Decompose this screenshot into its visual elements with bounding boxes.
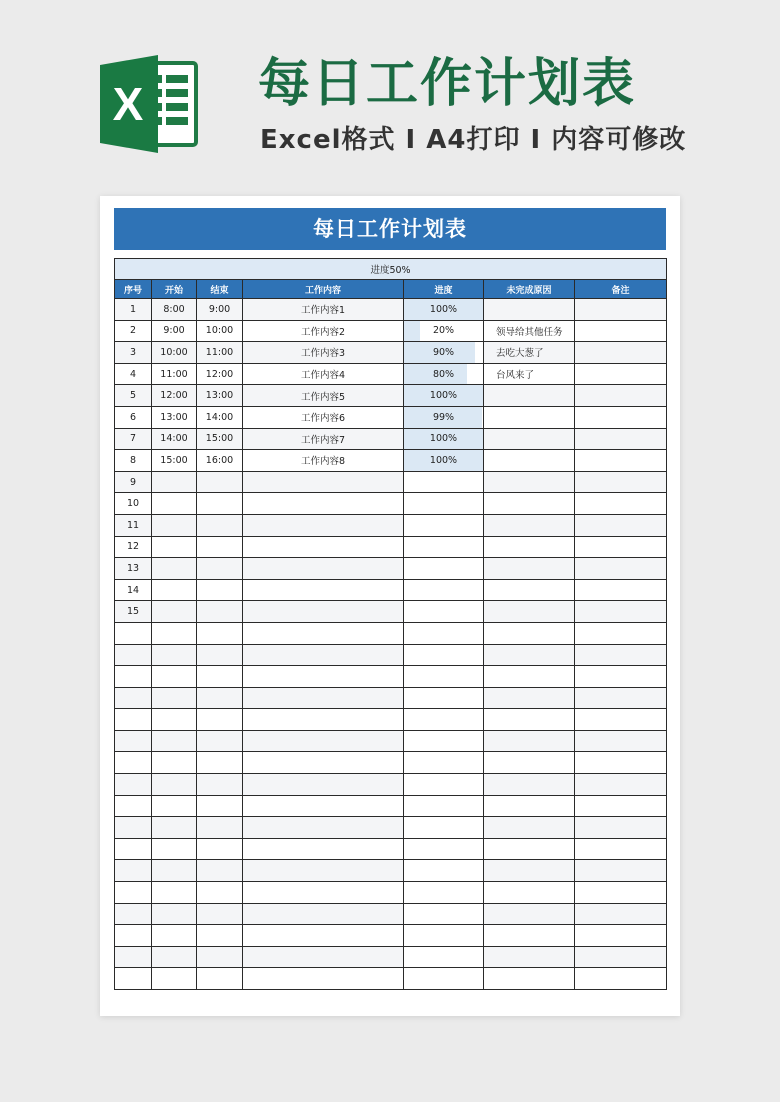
cell-progress[interactable] — [404, 882, 484, 904]
cell-end[interactable] — [197, 601, 243, 623]
cell-note[interactable] — [575, 536, 667, 558]
plan-table — [114, 258, 667, 990]
progress-value: 100% — [429, 433, 458, 445]
table-row — [115, 925, 667, 947]
column-header-task: 工作内容 — [243, 280, 404, 299]
cell-reason[interactable] — [484, 514, 575, 536]
cell-task[interactable]: 工作内容3 — [243, 342, 404, 364]
cell-end[interactable]: 10:00 — [197, 320, 243, 342]
cell-start[interactable] — [152, 860, 197, 882]
cell-note[interactable] — [575, 903, 667, 925]
cell-note[interactable] — [575, 622, 667, 644]
cell-start[interactable]: 15:00 — [152, 450, 197, 472]
cell-task[interactable] — [243, 903, 404, 925]
table-row — [115, 860, 667, 882]
cell-start[interactable] — [152, 903, 197, 925]
cell-no[interactable]: 4 — [115, 363, 152, 385]
cell-task[interactable] — [243, 644, 404, 666]
cell-note[interactable] — [575, 514, 667, 536]
table-row — [115, 709, 667, 731]
cell-note[interactable] — [575, 385, 667, 407]
cell-task[interactable] — [243, 968, 404, 990]
cell-task[interactable] — [243, 946, 404, 968]
cell-end[interactable] — [197, 709, 243, 731]
cell-end[interactable]: 13:00 — [197, 385, 243, 407]
cell-reason[interactable] — [484, 817, 575, 839]
cell-progress[interactable] — [404, 299, 484, 321]
table-row — [115, 579, 667, 601]
table-row — [115, 363, 667, 385]
cell-no[interactable] — [115, 730, 152, 752]
cell-start[interactable] — [152, 838, 197, 860]
table-row — [115, 730, 667, 752]
cell-progress[interactable] — [404, 795, 484, 817]
cell-start[interactable]: 14:00 — [152, 428, 197, 450]
cell-start[interactable] — [152, 946, 197, 968]
cell-reason[interactable] — [484, 774, 575, 796]
cell-progress[interactable] — [404, 471, 484, 493]
cell-reason[interactable] — [484, 385, 575, 407]
cell-progress[interactable] — [404, 406, 484, 428]
cell-end[interactable] — [197, 774, 243, 796]
spreadsheet-page — [100, 196, 680, 1016]
cell-note[interactable] — [575, 687, 667, 709]
cell-no[interactable] — [115, 774, 152, 796]
cell-end[interactable]: 12:00 — [197, 363, 243, 385]
page-subtitle: Excel格式 I A4打印 I 内容可修改 — [260, 125, 687, 155]
cell-progress[interactable] — [404, 428, 484, 450]
cell-reason[interactable] — [484, 406, 575, 428]
cell-reason[interactable] — [484, 493, 575, 515]
cell-start[interactable] — [152, 666, 197, 688]
cell-end[interactable]: 11:00 — [197, 342, 243, 364]
cell-start[interactable] — [152, 514, 197, 536]
cell-end[interactable] — [197, 882, 243, 904]
table-row — [115, 795, 667, 817]
cell-start[interactable] — [152, 558, 197, 580]
cell-progress[interactable] — [404, 925, 484, 947]
cell-no[interactable] — [115, 795, 152, 817]
column-header-progress: 进度 — [404, 280, 484, 299]
cell-note[interactable] — [575, 882, 667, 904]
cell-no[interactable] — [115, 903, 152, 925]
cell-reason[interactable] — [484, 644, 575, 666]
cell-task[interactable]: 工作内容2 — [243, 320, 404, 342]
cell-task[interactable] — [243, 536, 404, 558]
cell-end[interactable] — [197, 817, 243, 839]
cell-progress[interactable] — [404, 320, 484, 342]
cell-note[interactable] — [575, 579, 667, 601]
table-row — [115, 774, 667, 796]
progress-value: 90% — [432, 346, 455, 358]
cell-end[interactable] — [197, 536, 243, 558]
cell-reason[interactable]: 去吃大葱了 — [484, 342, 575, 364]
cell-reason[interactable] — [484, 299, 575, 321]
cell-reason[interactable] — [484, 666, 575, 688]
cell-progress[interactable] — [404, 968, 484, 990]
cell-start[interactable] — [152, 579, 197, 601]
cell-task[interactable] — [243, 687, 404, 709]
table-row — [115, 558, 667, 580]
cell-no[interactable] — [115, 666, 152, 688]
cell-note[interactable] — [575, 644, 667, 666]
progress-value: 100% — [429, 390, 458, 402]
cell-task[interactable] — [243, 601, 404, 623]
cell-task[interactable]: 工作内容6 — [243, 406, 404, 428]
cell-no[interactable]: 14 — [115, 579, 152, 601]
cell-progress[interactable] — [404, 536, 484, 558]
cell-reason[interactable]: 台风来了 — [484, 363, 575, 385]
table-row — [115, 968, 667, 990]
table-row — [115, 687, 667, 709]
progress-value: 100% — [429, 454, 458, 466]
cell-progress[interactable] — [404, 730, 484, 752]
column-header-end: 结束 — [197, 280, 243, 299]
cell-note[interactable] — [575, 817, 667, 839]
cell-end[interactable] — [197, 730, 243, 752]
cell-end[interactable]: 15:00 — [197, 428, 243, 450]
cell-reason[interactable] — [484, 925, 575, 947]
cell-reason[interactable] — [484, 450, 575, 472]
cell-progress[interactable] — [404, 752, 484, 774]
cell-note[interactable] — [575, 925, 667, 947]
cell-reason[interactable] — [484, 558, 575, 580]
cell-no[interactable] — [115, 882, 152, 904]
table-row — [115, 536, 667, 558]
cell-no[interactable] — [115, 752, 152, 774]
cell-end[interactable] — [197, 622, 243, 644]
cell-task[interactable] — [243, 752, 404, 774]
cell-progress[interactable] — [404, 817, 484, 839]
table-row — [115, 299, 667, 321]
cell-note[interactable] — [575, 406, 667, 428]
cell-note[interactable] — [575, 730, 667, 752]
table-row — [115, 903, 667, 925]
cell-no[interactable] — [115, 860, 152, 882]
cell-no[interactable]: 7 — [115, 428, 152, 450]
cell-no[interactable]: 5 — [115, 385, 152, 407]
cell-reason[interactable] — [484, 730, 575, 752]
table-row — [115, 752, 667, 774]
cell-start[interactable] — [152, 774, 197, 796]
cell-task[interactable] — [243, 882, 404, 904]
cell-note[interactable] — [575, 795, 667, 817]
cell-reason[interactable] — [484, 860, 575, 882]
cell-progress[interactable] — [404, 666, 484, 688]
cell-end[interactable]: 16:00 — [197, 450, 243, 472]
cell-reason[interactable] — [484, 579, 575, 601]
cell-note[interactable] — [575, 946, 667, 968]
table-row — [115, 946, 667, 968]
cell-no[interactable] — [115, 644, 152, 666]
cell-note[interactable] — [575, 968, 667, 990]
cell-start[interactable]: 9:00 — [152, 320, 197, 342]
column-header-no: 序号 — [115, 280, 152, 299]
cell-no[interactable]: 11 — [115, 514, 152, 536]
cell-start[interactable] — [152, 730, 197, 752]
progress-value: 99% — [432, 411, 455, 423]
cell-no[interactable] — [115, 946, 152, 968]
logo-letter: X — [112, 78, 144, 130]
table-row — [115, 514, 667, 536]
table-row — [115, 428, 667, 450]
table-row — [115, 666, 667, 688]
overall-progress-row — [115, 259, 667, 280]
cell-end[interactable] — [197, 752, 243, 774]
table-header-row — [115, 280, 667, 299]
cell-progress[interactable] — [404, 687, 484, 709]
cell-note[interactable] — [575, 428, 667, 450]
cell-no[interactable]: 9 — [115, 471, 152, 493]
cell-note[interactable] — [575, 363, 667, 385]
cell-end[interactable] — [197, 946, 243, 968]
progress-value: 100% — [429, 303, 458, 315]
cell-note[interactable] — [575, 558, 667, 580]
cell-task[interactable] — [243, 730, 404, 752]
cell-no[interactable] — [115, 622, 152, 644]
overall-progress-cell[interactable]: 进度50% — [115, 259, 667, 280]
cell-start[interactable]: 10:00 — [152, 342, 197, 364]
cell-task[interactable]: 工作内容1 — [243, 299, 404, 321]
cell-no[interactable] — [115, 817, 152, 839]
column-header-start: 开始 — [152, 280, 197, 299]
cell-note[interactable] — [575, 752, 667, 774]
cell-progress[interactable] — [404, 385, 484, 407]
cell-no[interactable]: 13 — [115, 558, 152, 580]
cell-task[interactable] — [243, 838, 404, 860]
cell-start[interactable] — [152, 622, 197, 644]
cell-start[interactable] — [152, 925, 197, 947]
cell-end[interactable] — [197, 968, 243, 990]
cell-end[interactable] — [197, 666, 243, 688]
cell-task[interactable] — [243, 579, 404, 601]
cell-note[interactable] — [575, 838, 667, 860]
table-row — [115, 838, 667, 860]
cell-progress[interactable] — [404, 622, 484, 644]
table-row — [115, 450, 667, 472]
cell-no[interactable]: 1 — [115, 299, 152, 321]
table-row — [115, 320, 667, 342]
progress-value: 80% — [432, 368, 455, 380]
cell-task[interactable] — [243, 709, 404, 731]
cell-task[interactable] — [243, 558, 404, 580]
cell-no[interactable] — [115, 925, 152, 947]
cell-task[interactable]: 工作内容7 — [243, 428, 404, 450]
cell-start[interactable]: 13:00 — [152, 406, 197, 428]
cell-end[interactable] — [197, 687, 243, 709]
cell-reason[interactable] — [484, 882, 575, 904]
table-row — [115, 644, 667, 666]
cell-note[interactable] — [575, 493, 667, 515]
table-row — [115, 882, 667, 904]
cell-start[interactable] — [152, 795, 197, 817]
cell-progress[interactable] — [404, 558, 484, 580]
table-row — [115, 493, 667, 515]
cell-end[interactable] — [197, 471, 243, 493]
cell-task[interactable] — [243, 860, 404, 882]
cell-progress[interactable] — [404, 903, 484, 925]
cell-start[interactable] — [152, 817, 197, 839]
cell-reason[interactable] — [484, 471, 575, 493]
cell-reason[interactable] — [484, 622, 575, 644]
cell-no[interactable]: 3 — [115, 342, 152, 364]
cell-end[interactable] — [197, 860, 243, 882]
table-row — [115, 622, 667, 644]
table-row — [115, 385, 667, 407]
cell-start[interactable]: 12:00 — [152, 385, 197, 407]
cell-end[interactable] — [197, 493, 243, 515]
cell-no[interactable]: 6 — [115, 406, 152, 428]
cell-start[interactable] — [152, 709, 197, 731]
cell-reason[interactable] — [484, 709, 575, 731]
cell-task[interactable]: 工作内容8 — [243, 450, 404, 472]
cell-end[interactable] — [197, 795, 243, 817]
cell-note[interactable] — [575, 666, 667, 688]
cell-reason[interactable] — [484, 536, 575, 558]
cell-note[interactable] — [575, 342, 667, 364]
cell-progress[interactable] — [404, 946, 484, 968]
cell-start[interactable]: 11:00 — [152, 363, 197, 385]
cell-start[interactable] — [152, 644, 197, 666]
cell-no[interactable] — [115, 968, 152, 990]
cell-end[interactable] — [197, 644, 243, 666]
cell-no[interactable] — [115, 709, 152, 731]
cell-progress[interactable] — [404, 644, 484, 666]
cell-task[interactable]: 工作内容5 — [243, 385, 404, 407]
cell-reason[interactable] — [484, 838, 575, 860]
cell-no[interactable] — [115, 687, 152, 709]
cell-no[interactable]: 8 — [115, 450, 152, 472]
table-row — [115, 471, 667, 493]
cell-no[interactable] — [115, 838, 152, 860]
cell-note[interactable] — [575, 471, 667, 493]
cell-task[interactable] — [243, 666, 404, 688]
cell-progress[interactable] — [404, 493, 484, 515]
cell-reason[interactable] — [484, 946, 575, 968]
cell-start[interactable] — [152, 493, 197, 515]
cell-progress[interactable] — [404, 342, 484, 364]
cell-progress[interactable] — [404, 363, 484, 385]
cell-end[interactable] — [197, 838, 243, 860]
cell-note[interactable] — [575, 860, 667, 882]
progress-bar-fill — [404, 321, 420, 342]
table-row — [115, 406, 667, 428]
cell-start[interactable] — [152, 968, 197, 990]
cell-progress[interactable] — [404, 709, 484, 731]
cell-task[interactable] — [243, 471, 404, 493]
cell-end[interactable]: 9:00 — [197, 299, 243, 321]
page-title: 每日工作计划表 — [258, 54, 637, 114]
cell-reason[interactable] — [484, 752, 575, 774]
column-header-note: 备注 — [575, 280, 667, 299]
cell-progress[interactable] — [404, 514, 484, 536]
cell-reason[interactable] — [484, 968, 575, 990]
cell-note[interactable] — [575, 320, 667, 342]
cell-task[interactable] — [243, 925, 404, 947]
cell-note[interactable] — [575, 299, 667, 321]
table-row — [115, 342, 667, 364]
cell-progress[interactable] — [404, 860, 484, 882]
cell-start[interactable] — [152, 536, 197, 558]
cell-end[interactable] — [197, 925, 243, 947]
cell-progress[interactable] — [404, 774, 484, 796]
cell-reason[interactable] — [484, 795, 575, 817]
cell-start[interactable] — [152, 471, 197, 493]
cell-end[interactable] — [197, 514, 243, 536]
table-row — [115, 601, 667, 623]
cell-task[interactable]: 工作内容4 — [243, 363, 404, 385]
cell-note[interactable] — [575, 709, 667, 731]
cell-start[interactable] — [152, 882, 197, 904]
cell-progress[interactable] — [404, 838, 484, 860]
cell-no[interactable]: 2 — [115, 320, 152, 342]
cell-task[interactable] — [243, 817, 404, 839]
cell-end[interactable] — [197, 903, 243, 925]
sheet-title: 每日工作计划表 — [114, 208, 666, 250]
cell-task[interactable] — [243, 493, 404, 515]
cell-progress[interactable] — [404, 450, 484, 472]
cell-progress[interactable] — [404, 579, 484, 601]
cell-end[interactable] — [197, 558, 243, 580]
cell-reason[interactable] — [484, 601, 575, 623]
cell-task[interactable] — [243, 622, 404, 644]
cell-end[interactable]: 14:00 — [197, 406, 243, 428]
cell-note[interactable] — [575, 450, 667, 472]
cell-end[interactable] — [197, 579, 243, 601]
cell-start[interactable] — [152, 601, 197, 623]
cell-no[interactable]: 12 — [115, 536, 152, 558]
cell-reason[interactable]: 领导给其他任务 — [484, 320, 575, 342]
cell-reason[interactable] — [484, 903, 575, 925]
cell-task[interactable] — [243, 514, 404, 536]
table-row — [115, 817, 667, 839]
cell-note[interactable] — [575, 774, 667, 796]
excel-logo-icon — [100, 55, 200, 153]
cell-start[interactable] — [152, 752, 197, 774]
cell-progress[interactable] — [404, 601, 484, 623]
cell-reason[interactable] — [484, 687, 575, 709]
cell-start[interactable]: 8:00 — [152, 299, 197, 321]
column-header-reason: 未完成原因 — [484, 280, 575, 299]
cell-no[interactable]: 10 — [115, 493, 152, 515]
cell-note[interactable] — [575, 601, 667, 623]
progress-value: 20% — [432, 325, 455, 337]
cell-no[interactable]: 15 — [115, 601, 152, 623]
cell-start[interactable] — [152, 687, 197, 709]
cell-task[interactable] — [243, 774, 404, 796]
cell-reason[interactable] — [484, 428, 575, 450]
cell-task[interactable] — [243, 795, 404, 817]
